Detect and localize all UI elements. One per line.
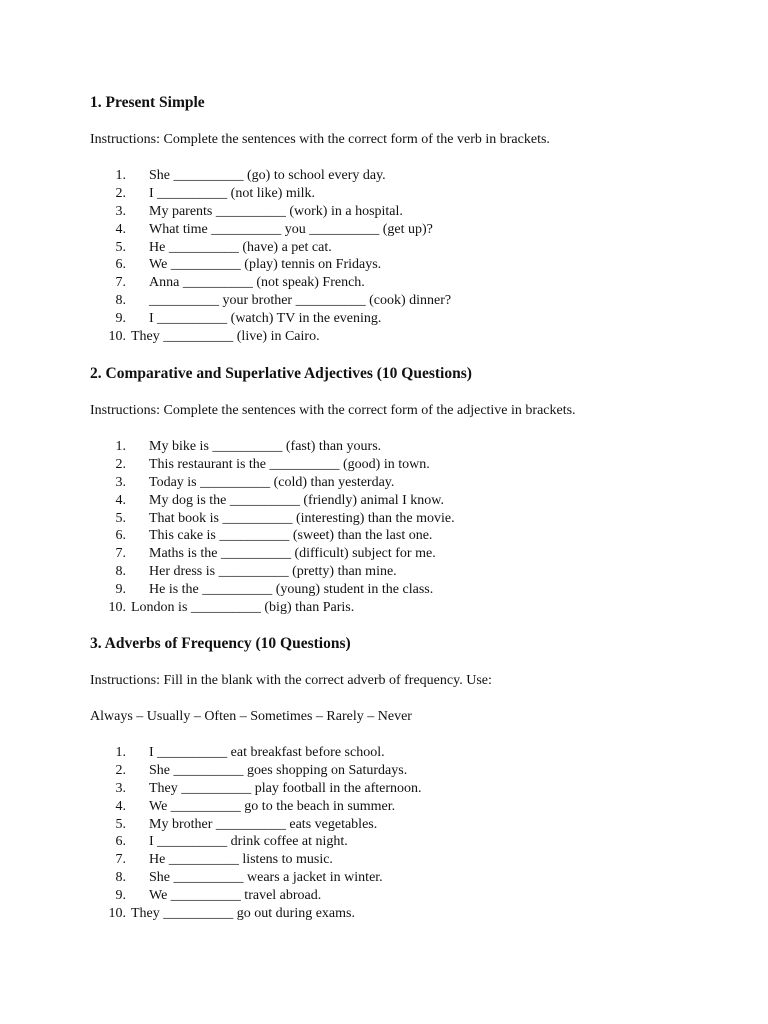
item-number: 8. xyxy=(115,564,126,580)
list-item xyxy=(90,780,422,798)
list-item xyxy=(90,221,451,239)
section-instructions: Instructions: Fill in the blank with the correct adverb of frequency. Use: xyxy=(90,673,492,688)
item-number: 1. xyxy=(115,745,126,760)
item-text: They __________ play football in the afternoon. xyxy=(149,780,422,796)
list-item xyxy=(90,310,451,328)
list-item xyxy=(90,438,455,456)
item-text: They __________ (live) in Cairo. xyxy=(131,329,320,345)
section-heading: 2. Comparative and Superlative Adjectives (10 Questions) xyxy=(90,365,472,382)
item-number: 2. xyxy=(115,762,126,778)
item-number: 10. xyxy=(108,906,126,922)
list-item xyxy=(90,510,455,528)
item-number: 7. xyxy=(115,852,126,868)
list-item xyxy=(90,887,422,905)
list-item xyxy=(90,474,455,492)
list-item xyxy=(90,545,455,563)
section-adverbs-frequency xyxy=(90,634,730,922)
item-number: 9. xyxy=(115,311,126,327)
item-text: Maths is the __________ (difficult) subject for me. xyxy=(149,546,436,562)
item-text: My parents __________ (work) in a hospital. xyxy=(149,203,403,219)
item-text: London is __________ (big) than Paris. xyxy=(131,600,355,616)
item-number: 3. xyxy=(115,780,126,796)
section-instructions: Instructions: Complete the sentences with the correct form of the verb in brackets. xyxy=(90,132,550,147)
list-item xyxy=(90,869,422,887)
item-number: 1. xyxy=(115,168,126,183)
list-item xyxy=(90,816,422,834)
list-item xyxy=(90,762,422,780)
item-number: 6. xyxy=(115,528,126,544)
question-list xyxy=(90,744,422,923)
question-list xyxy=(90,167,451,346)
list-item xyxy=(90,167,451,185)
list-item xyxy=(90,492,455,510)
item-text: I __________ eat breakfast before school. xyxy=(149,745,385,760)
item-number: 9. xyxy=(115,582,126,598)
adverb-word-list: Always – Usually – Often – Sometimes – Rarely – Never xyxy=(90,709,412,724)
list-item xyxy=(90,833,422,851)
list-item xyxy=(90,905,422,923)
list-item xyxy=(90,798,422,816)
item-text: My brother __________ eats vegetables. xyxy=(149,816,378,832)
item-text: This cake is __________ (sweet) than the last one. xyxy=(149,528,433,544)
item-number: 9. xyxy=(115,888,126,904)
item-text: Her dress is __________ (pretty) than mine. xyxy=(149,564,397,580)
item-text: She __________ goes shopping on Saturdays. xyxy=(149,762,408,778)
item-number: 8. xyxy=(115,870,126,886)
item-text: We __________ travel abroad. xyxy=(149,888,322,904)
item-text: We __________ go to the beach in summer. xyxy=(149,798,396,814)
list-item xyxy=(90,185,451,203)
item-text: He __________ listens to music. xyxy=(149,852,333,868)
section-adjectives xyxy=(90,364,730,616)
section-heading: 3. Adverbs of Frequency (10 Questions) xyxy=(90,635,351,652)
list-item xyxy=(90,744,422,762)
item-text: She __________ wears a jacket in winter. xyxy=(149,870,383,886)
item-text: He is the __________ (young) student in the class. xyxy=(149,582,434,598)
item-number: 5. xyxy=(115,510,126,526)
item-number: 3. xyxy=(115,474,126,490)
item-text: Anna __________ (not speak) French. xyxy=(149,275,365,291)
item-number: 4. xyxy=(115,798,126,814)
list-item xyxy=(90,256,451,274)
item-text: I __________ drink coffee at night. xyxy=(149,834,348,850)
item-number: 1. xyxy=(115,439,126,454)
item-number: 7. xyxy=(115,546,126,562)
item-text: This restaurant is the __________ (good) in town. xyxy=(149,456,430,472)
list-item xyxy=(90,456,455,474)
item-number: 6. xyxy=(115,257,126,273)
section-instructions: Instructions: Complete the sentences with the correct form of the adjective in brackets. xyxy=(90,403,576,418)
item-text: We __________ (play) tennis on Fridays. xyxy=(149,257,382,273)
section-heading: 1. Present Simple xyxy=(90,94,205,111)
item-text: My bike is __________ (fast) than yours. xyxy=(149,439,382,454)
item-number: 5. xyxy=(115,816,126,832)
item-text: __________ your brother __________ (cook) dinner? xyxy=(149,293,452,309)
item-text: She __________ (go) to school every day. xyxy=(149,168,386,183)
item-number: 4. xyxy=(115,492,126,508)
item-text: I __________ (watch) TV in the evening. xyxy=(149,311,382,327)
question-list xyxy=(90,438,455,617)
section-present-simple xyxy=(90,93,730,345)
list-item xyxy=(90,563,455,581)
item-number: 2. xyxy=(115,185,126,201)
item-number: 3. xyxy=(115,203,126,219)
item-text: He __________ (have) a pet cat. xyxy=(149,239,332,255)
item-text: They __________ go out during exams. xyxy=(131,906,355,922)
list-item xyxy=(90,851,422,869)
list-item xyxy=(90,328,451,346)
list-item xyxy=(90,599,455,617)
item-text: What time __________ you __________ (get up)? xyxy=(149,221,433,237)
list-item xyxy=(90,239,451,257)
item-text: That book is __________ (interesting) than the movie. xyxy=(149,510,455,526)
list-item xyxy=(90,581,455,599)
item-number: 2. xyxy=(115,456,126,472)
item-number: 5. xyxy=(115,239,126,255)
item-number: 7. xyxy=(115,275,126,291)
item-number: 10. xyxy=(108,600,126,616)
item-text: I __________ (not like) milk. xyxy=(149,185,316,201)
item-text: My dog is the __________ (friendly) animal I know. xyxy=(149,492,444,508)
list-item xyxy=(90,527,455,545)
list-item xyxy=(90,274,451,292)
item-number: 6. xyxy=(115,834,126,850)
item-text: Today is __________ (cold) than yesterday. xyxy=(149,474,395,490)
item-number: 10. xyxy=(108,329,126,345)
item-number: 8. xyxy=(115,293,126,309)
list-item xyxy=(90,292,451,310)
list-item xyxy=(90,203,451,221)
item-number: 4. xyxy=(115,221,126,237)
